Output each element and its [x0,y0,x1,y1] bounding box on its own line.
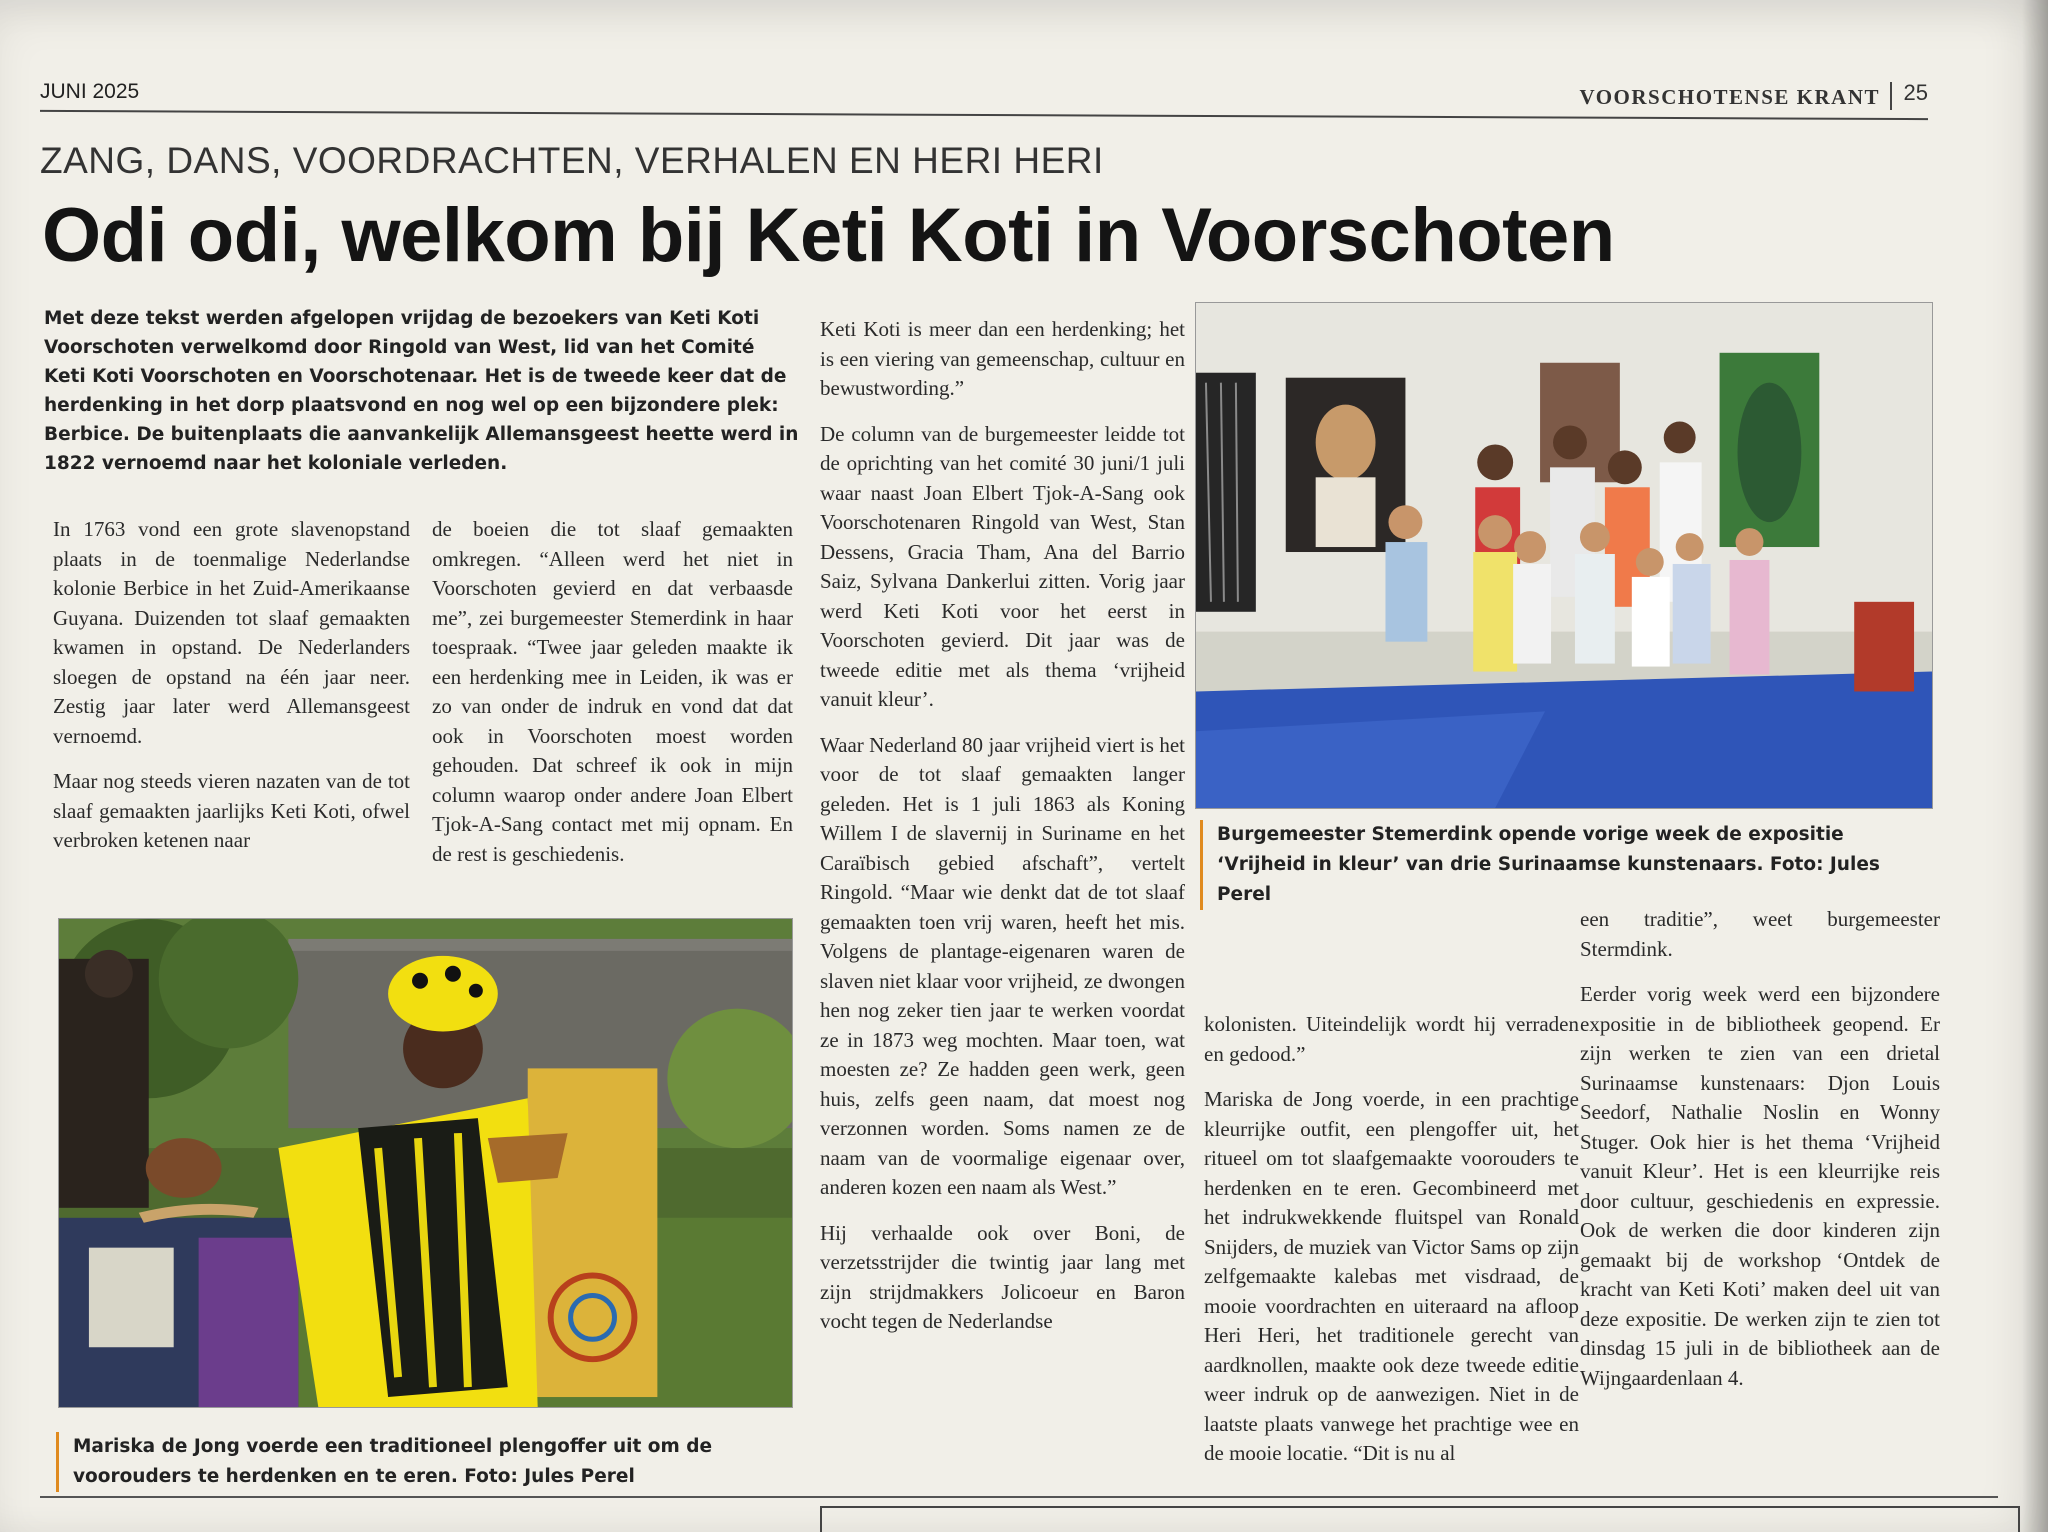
lead-paragraph: Met deze tekst werden afgelopen vrijdag de bezoekers van Keti Koti Voorschoten verwelkomd door Ringold van West, lid van het Comité Keti Koti Voorschoten en Voorschotenaar. Het is de tweede keer dat de herdenking in het dorp plaatsvond en nog wel op een bijzondere plek: Berbice. De buitenplaats die aanvankelijk Allemansgeest heette werd in 1822 vernoemd naar het koloniale verleden. [44,308,799,474]
paragraph: Waar Nederland 80 jaar vrijheid viert is het voor de tot slaaf gemaakten langer geleden. Het is 1 juli 1863 als Koning Willem I de slavernij in Suriname en het Caraïbisch gebied afschaft”, vertelt Ringold. “Maar wie denkt dat de tot slaaf gemaakten toen vrij waren, heeft het mis. Volgens de plantage-eigenaren waren de slaven niet klaar voor vrijheid, ze dwongen hen nog zeker tien jaar te werken voordat ze in 1873 weg mochten. Maar toen, wat moesten ze? Ze hadden geen werk, geen huis, zelfs geen naam, dat moest nog verzonnen worden. Soms namen ze de naam van de voormalige eigenaar over, anderen kozen een naam als West.” [820,732,1185,1199]
paragraph: In 1763 vond een grote slavenopstand plaats in de toenmalige Nederlandse kolonie Berbice in het Zuid-Amerikaanse Guyana. Duizenden tot slaaf gemaakten kwamen in opstand. De Nederlanders sloegen de opstand na één jaar neer. Zestig jaar later werd Allemansgeest vernoemd. [53,517,410,748]
headline: Odi odi, welkom bij Keti Koti in Voorschoten [42,193,1615,278]
paragraph: De column van de burgemeester leidde tot de oprichting van het comité 30 juni/1 juli waar naast Joan Elbert Tjok-A-Sang ook Voorschotenaren Ringold van West, Stan Dessens, Gracia Tham, Ana del Barrio Saiz, Sylvana Dankerlui zitten. Vorig jaar werd Keti Koti voor het eerst in Voorschoten gevierd. Dit jaar was de tweede editie met als thema ‘vrijheid vanuit kleur’. [820,421,1185,711]
column-5 [1580,905,1940,1409]
column-4 [1204,1010,1579,1485]
paragraph: Mariska de Jong voerde, in een prachtige kleurrijke outfit, een plengoffer uit, het ritueel om tot slaafgemaakte voorouders te herdenken en te eren. Gecombineerd met het indrukwekkende fluitspel van Ronald Snijders, de muziek van Victor Sams op zijn zelfgemaakte kalebas met visdraad, de mooie voordrachten en uiteraard na afloop Heri Heri, het traditionele gerecht van aardknollen, maakte ook deze tweede editie weer indruk op de aanwezigen. Niet in de laatste plaats vanwege het prachtige wee en de mooie locatie. “Dit is nu al [1204,1087,1579,1465]
column-2 [432,515,793,885]
footer-rule [40,1496,1998,1498]
paragraph: Maar nog steeds vieren nazaten van de tot slaaf gemaakten jaarlijks Keti Koti, ofwel verbroken ketenen naar [53,769,410,852]
page-number: 25 [1903,80,1928,105]
photo-caption: Burgemeester Stemerdink opende vorige week de expositie ‘Vrijheid in kleur’ van drie Surinaamse kunstenaars. Foto: Jules Perel [1200,820,1935,910]
paragraph: Hij verhaalde ook over Boni, de verzetsstrijder die twintig jaar lang met zijn strijdmakkers Jolicoeur en Baron vocht tegen de Nederlandse [820,1220,1185,1333]
paragraph: de boeien die tot slaaf gemaakten omkregen. “Alleen werd het niet in Voorschoten gevierd en dat verbaasde me”, zei burgemeester Stemerdink in haar toespraak. “Twee jaar geleden maakte ik een herdenking mee in Leiden, ik was er zo van onder de indruk en vond dat dat ook in Voorschoten moest worden gehouden. Dat schreef ik ook in mijn column waarop onder andere Joan Elbert Tjok-A-Sang contact met mij opnam. En de rest is geschiedenis. [432,517,793,866]
kicker: ZANG, DANS, VOORDRACHTEN, VERHALEN EN HERI HERI [40,140,1104,181]
page-shadow [2022,0,2048,1532]
paragraph: Eerder vorig week werd een bijzondere expositie in de bibliotheek geopend. Er zijn werken te zien van een drietal Surinaamse kunstenaars: Djon Louis Seedorf, Nathalie Noslin en Wonny Stuger. Ook hier is het thema ‘Vrijheid vanuit Kleur’. Het is een kleurrijke reis door cultuur, geschiedenis en expressie. Ook de werken die door kinderen zijn gemaakt bij de workshop ‘Ontdek de kracht van Keti Koti’ maken deel uit van deze expositie. De werken zijn te zien tot dinsdag 15 juli in de bibliotheek aan de Wijngaardenlaan 4. [1580,982,1940,1390]
photo-caption: Mariska de Jong voerde een traditioneel plengoffer uit om de voorouders te herdenken en te eren. Foto: Jules Perel [56,1432,796,1492]
next-article-box [820,1506,2020,1532]
photo-plengoffer [58,918,793,1408]
issue-date: JUNI 2025 [40,80,140,103]
column-1 [53,515,410,872]
newspaper-name: VOORSCHOTENSE KRANT [1579,85,1880,109]
paragraph: Keti Koti is meer dan een herdenking; het is een viering van gemeenschap, cultuur en bewustwording.” [820,317,1185,400]
column-3 [820,315,1185,1353]
paragraph: kolonisten. Uiteindelijk wordt hij verraden en gedood.” [1204,1012,1579,1066]
photo-exhibition [1195,302,1933,809]
header-separator [1890,82,1892,110]
paragraph: een traditie”, weet burgemeester Stermdink. [1580,907,1940,961]
